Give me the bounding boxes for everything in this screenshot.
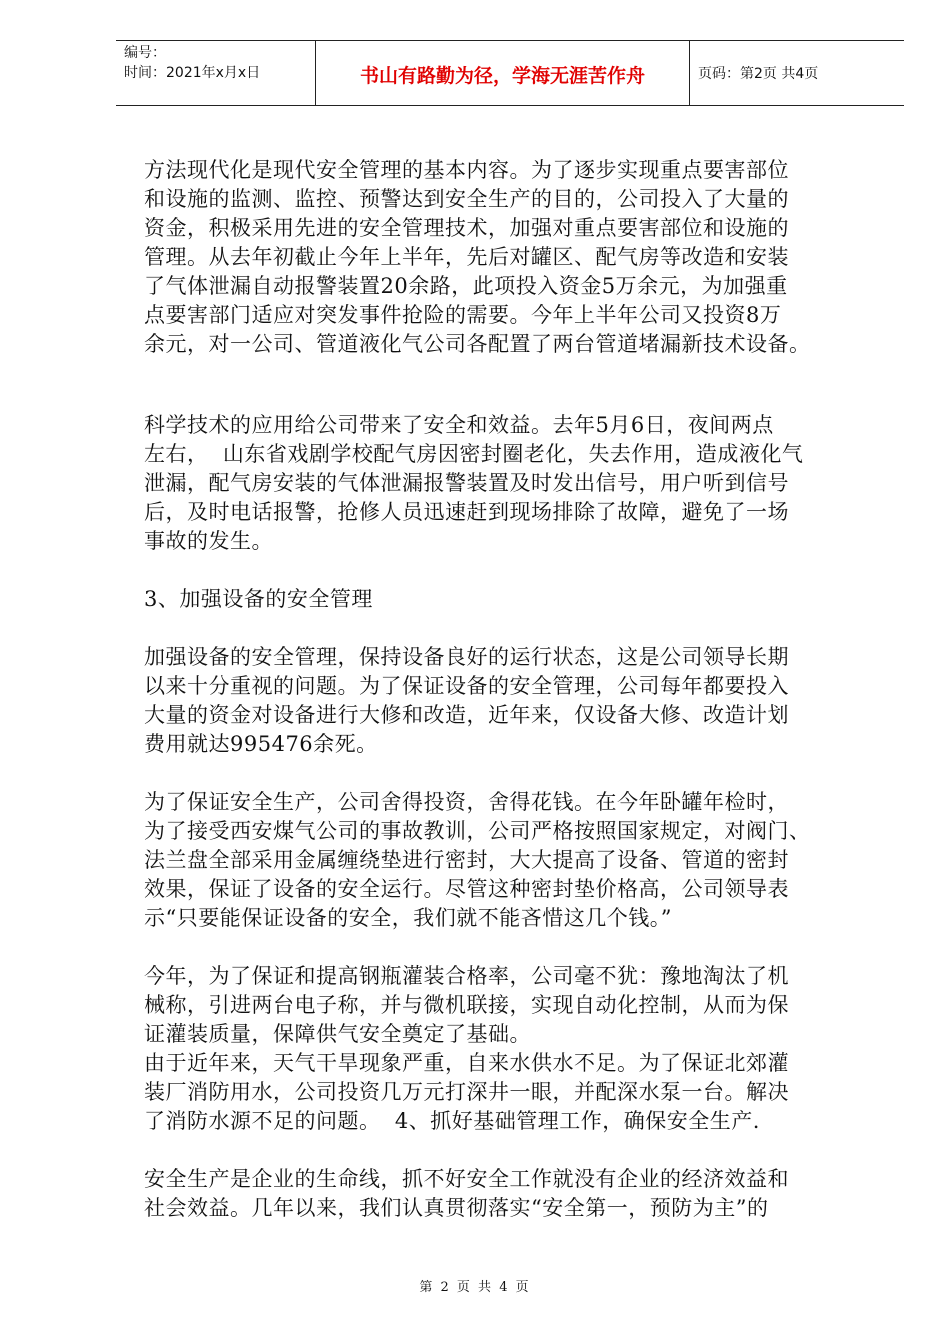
paragraph-modernization: 方法现代化是现代安全管理的基本内容。为了逐步实现重点要害部位 和设施的监测、监控、预警达到安全生产的目的，公司投入了大量的 资金，积极采用先进的安全管理技术，加强对重点要害部位和设施的 管理。从去年初截止今年上半年，先后对罐区、配气房等改造和安装 了气体泄漏自动报警装置20余路，此项投入资金5万余元，为加强重 点要害部门适应对突发事件抢险的需要。今年上半年公司又投资8万 余元，对一公司、管道液化气公司各配置了两台管道堵漏新技术设备。 [144,158,811,356]
document-body [144,156,884,1223]
paragraph-investment: 为了保证安全生产，公司舍得投资，舍得花钱。在今年卧罐年检时， 为了接受西安煤气公司的事故教训，公司严格按照国家规定，对阀门、 法兰盘全部采用金属缠绕垫进行密封，大大提高了设备、管道的密封 效果，保证了设备的安全运行。尽管这种密封垫价格高，公司领导表 示“只要能保证设备的安全，我们就不能吝惜这几个钱。” [144,790,811,930]
header-page-label: 页码：第2页 共4页 [698,66,819,82]
header-time-label: 时间：2021年x月x日 [124,65,261,81]
paragraph-safety-lifeline: 安全生产是企业的生命线，抓不好安全工作就没有企业的经济效益和 社会效益。几年以来，我们认真贯彻落实“安全第一，预防为主”的 [144,1167,789,1220]
page-footer: 第 2 页 共 4 页 [419,1280,531,1295]
section-heading-equipment: 3、加强设备的安全管理 [144,587,373,611]
paragraph-equipment-management: 加强设备的安全管理，保持设备良好的运行状态，这是公司领导长期 以来十分重视的问题。为了保证设备的安全管理，公司每年都要投入 大量的资金对设备进行大修和改造，近年来，仅设备大修、改造计划 费用就达995476余死。 [144,645,789,756]
paragraph-filling-quality: 今年，为了保证和提高钢瓶灌装合格率，公司毫不犹：豫地淘汰了机 械称，引进两台电子称，并与微机联接，实现自动化控制，从而为保 证灌装质量，保障供气安全奠定了基础。 [144,964,789,1046]
header-number-label: 编号： [124,45,166,61]
paragraph-technology-benefit: 科学技术的应用给公司带来了安全和效益。去年5月6日，夜间两点 左右， 山东省戏剧学校配气房因密封圈老化，失去作用，造成液化气 泄漏，配气房安装的气体泄漏报警装置及时发出信号，用户听到信号 后，及时电话报警，抢修人员迅速赶到现场排除了故障，避免了一场 事故的发生。 [144,413,804,553]
header-motto: 书山有路勤为径，学海无涯苦作舟 [316,41,690,105]
document-header [116,40,904,106]
paragraph-fire-water: 由于近年来，天气干旱现象严重，自来水供水不足。为了保证北郊灌 装厂消防用水，公司投资几万元打深井一眼，并配深水泵一台。解决 了消防水源不足的问题。 4、抓好基础管理工作，确保安全生产. [144,1051,789,1133]
header-meta-cell [116,41,316,105]
